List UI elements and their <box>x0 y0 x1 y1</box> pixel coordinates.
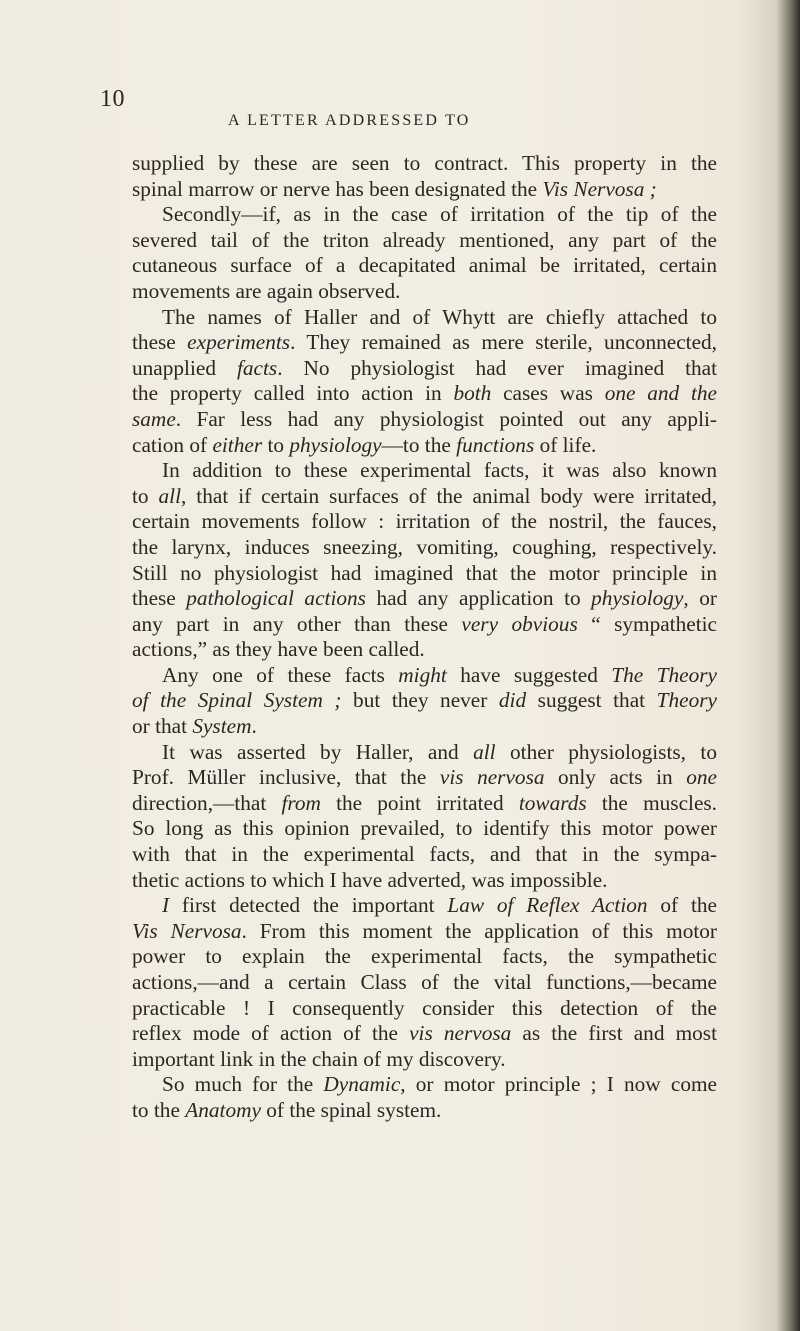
text-run: So much for the <box>162 1072 324 1097</box>
text-line <box>102 228 717 254</box>
italic-run: Vis Nervosa ; <box>542 176 657 201</box>
text-run: movements are again observed. <box>132 278 401 303</box>
text-line <box>102 1072 717 1098</box>
paragraph <box>102 1072 717 1123</box>
text-run: , or <box>683 586 717 611</box>
text-line <box>102 868 717 894</box>
text-run: actions,” as they have been called. <box>132 637 425 662</box>
italic-run: Anatomy <box>185 1097 261 1122</box>
text-line <box>102 330 717 356</box>
italic-run: of the Spinal System ; <box>132 688 342 713</box>
text-run: certain movements follow : irritation of the nostril, the fauces, <box>132 509 717 534</box>
text-run: only acts in <box>544 765 687 790</box>
text-line <box>102 970 717 996</box>
body-text <box>102 151 717 1124</box>
italic-run: vis nervosa <box>409 1021 512 1046</box>
text-line <box>102 1098 717 1124</box>
running-header: A LETTER ADDRESSED TO <box>228 112 471 129</box>
text-run: but they never <box>341 688 499 713</box>
text-line <box>102 561 717 587</box>
text-run: cases was <box>491 381 605 406</box>
text-line <box>102 202 717 228</box>
italic-run: facts <box>236 355 278 380</box>
text-run: Any one of these facts <box>162 662 399 687</box>
italic-run: physiology <box>289 432 382 457</box>
text-line <box>102 433 717 459</box>
italic-run: all <box>473 739 496 764</box>
text-line <box>102 509 717 535</box>
page-number: 10 <box>100 86 125 112</box>
text-line <box>102 893 717 919</box>
italic-run: might <box>398 662 447 687</box>
text-run: severed tail of the triton already mentioned, any part of the <box>132 227 717 252</box>
text-run: as the first and most <box>511 1021 717 1046</box>
paragraph <box>102 151 717 202</box>
text-run: had any application to <box>365 586 592 611</box>
text-line <box>102 740 717 766</box>
italic-run: one and the <box>604 381 717 406</box>
paragraph <box>102 305 717 459</box>
text-run: other physiologists, to <box>495 739 717 764</box>
text-run: of the <box>647 893 717 918</box>
text-line <box>102 177 717 203</box>
paragraph <box>102 740 717 894</box>
text-run: have suggested <box>446 662 612 687</box>
italic-run: pathological actions <box>186 586 366 611</box>
text-run: direction,—that <box>132 790 282 815</box>
text-run: suggest that <box>526 688 657 713</box>
text-run: important link in the chain of my discovery. <box>132 1046 506 1071</box>
text-run: actions,—and a certain Class of the vital functions,—became <box>132 970 717 994</box>
text-line <box>102 458 717 484</box>
italic-run: I <box>162 893 170 918</box>
text-run: Prof. Müller inclusive, that the <box>132 765 440 790</box>
text-run: the point irritated <box>320 790 519 815</box>
text-run: cation of <box>132 432 213 457</box>
text-run: So long as this opinion prevailed, to identify this motor power <box>132 816 717 841</box>
text-run: supplied by these are seen to contract. This property in the <box>132 151 717 175</box>
text-run: , or motor principle ; I now come <box>400 1072 717 1097</box>
italic-run: Law of Reflex Action <box>447 893 648 918</box>
text-run: In addition to these experimental facts, it was also known <box>162 458 717 483</box>
italic-run: one <box>686 765 717 790</box>
text-line <box>102 919 717 945</box>
text-run: of the spinal system. <box>260 1097 442 1122</box>
text-run: to the <box>132 1097 186 1122</box>
italic-run: vis nervosa <box>439 765 545 790</box>
text-line <box>102 1047 717 1073</box>
italic-run: Dynamic <box>323 1072 401 1097</box>
text-line <box>102 816 717 842</box>
text-run: or that <box>132 714 193 739</box>
text-line <box>102 586 717 612</box>
text-run: unapplied <box>132 355 237 380</box>
text-run: , that if certain surfaces of the animal body were irritated, <box>181 483 717 508</box>
text-run: . From this moment the application of this motor <box>241 918 717 943</box>
text-run: spinal marrow or nerve has been designated the <box>132 176 543 201</box>
text-line <box>102 663 717 689</box>
text-line <box>102 612 717 638</box>
text-run: “ sympathetic <box>577 611 717 636</box>
paragraph <box>102 458 717 663</box>
italic-run: Theory <box>656 688 717 713</box>
text-run: —to the <box>381 432 457 457</box>
text-run: Secondly—if, as in the case of irritation of the tip of the <box>162 202 717 227</box>
italic-run: The Theory <box>611 662 717 687</box>
text-line <box>102 535 717 561</box>
italic-run: physiology <box>591 586 684 611</box>
italic-run: either <box>212 432 263 457</box>
text-run: . Far less had any physiologist pointed out any appli- <box>175 406 717 431</box>
text-run: the muscles. <box>586 790 718 815</box>
italic-run: did <box>498 688 527 713</box>
text-line <box>102 944 717 970</box>
text-run: thetic actions to which I have adverted, was impossible. <box>132 867 608 892</box>
text-line <box>102 714 717 740</box>
text-run: power to explain the experimental facts, the sympathetic <box>132 944 717 969</box>
italic-run: very obvious <box>461 611 578 636</box>
text-line <box>102 842 717 868</box>
text-line <box>102 1021 717 1047</box>
text-line <box>102 996 717 1022</box>
text-line <box>102 253 717 279</box>
text-line <box>102 356 717 382</box>
text-line <box>102 381 717 407</box>
paragraph <box>102 663 717 740</box>
text-run: cutaneous surface of a decapitated animal be irritated, certain <box>132 253 717 278</box>
italic-run: Vis Nervosa <box>132 918 242 943</box>
text-run: reflex mode of action of the <box>132 1021 410 1046</box>
italic-run: from <box>281 790 321 815</box>
text-run: . <box>251 714 257 739</box>
text-line <box>102 151 717 177</box>
text-line <box>102 407 717 433</box>
italic-run: functions <box>456 432 535 457</box>
text-line <box>102 688 717 714</box>
text-run: these <box>132 586 187 611</box>
paragraph <box>102 202 717 304</box>
text-line <box>102 279 717 305</box>
text-run: first detected the important <box>169 893 448 918</box>
text-run: It was asserted by Haller, and <box>162 739 474 764</box>
italic-run: same <box>132 406 176 431</box>
text-run: The names of Haller and of Whytt are chiefly attached to <box>162 304 717 329</box>
italic-run: all <box>158 483 182 508</box>
text-run: the larynx, induces sneezing, vomiting, coughing, respectively. <box>132 534 717 559</box>
text-run: of life. <box>534 432 597 457</box>
text-line <box>102 637 717 663</box>
text-run: these <box>132 330 188 355</box>
text-run: Still no physiologist had imagined that the motor principle in <box>132 560 717 585</box>
italic-run: experiments <box>187 330 291 355</box>
text-run: to <box>132 483 159 508</box>
text-run: to <box>262 432 290 457</box>
text-run: with that in the experimental facts, and that in the sympa- <box>132 842 717 867</box>
text-line <box>102 791 717 817</box>
text-run: any part in any other than these <box>132 611 462 636</box>
text-run: . No physiologist had ever imagined that <box>277 355 718 380</box>
text-line <box>102 484 717 510</box>
italic-run: both <box>453 381 492 406</box>
italic-run: towards <box>518 790 587 815</box>
text-line <box>102 305 717 331</box>
text-run: . They remained as mere sterile, unconnected, <box>290 330 717 355</box>
text-run: practicable ! I consequently consider this detection of the <box>132 995 717 1020</box>
text-line <box>102 765 717 791</box>
italic-run: System <box>192 714 252 739</box>
paragraph <box>102 893 717 1072</box>
text-run: the property called into action in <box>132 381 454 406</box>
